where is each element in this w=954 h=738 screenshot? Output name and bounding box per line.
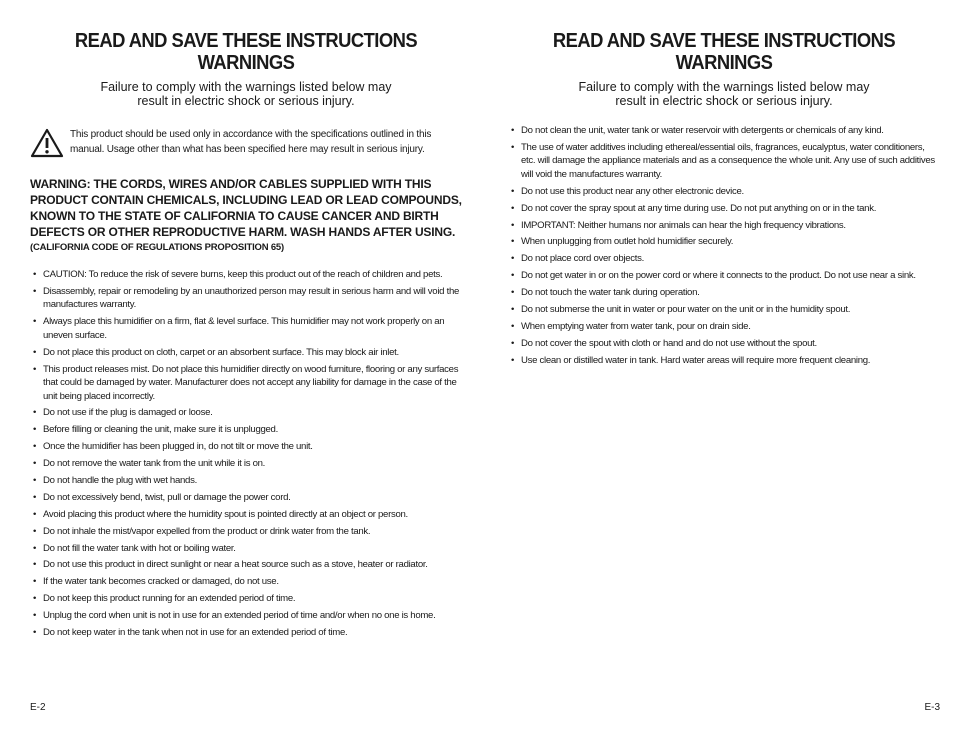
intro-line-2: result in electric shock or serious injury. bbox=[137, 94, 355, 108]
warning-triangle-icon bbox=[30, 128, 64, 158]
list-item: • Before filling or cleaning the unit, make sure it is unplugged. bbox=[30, 423, 462, 437]
list-item: • When emptying water from water tank, pour on drain side. bbox=[508, 320, 940, 334]
list-item: • Disassembly, repair or remodeling by an unauthorized person may result in serious harm and will void the manufactures warranty. bbox=[30, 285, 462, 312]
list-item: • If the water tank becomes cracked or damaged, do not use. bbox=[30, 575, 462, 589]
intro-line-2: result in electric shock or serious injury. bbox=[615, 94, 833, 108]
intro-line-1: Failure to comply with the warnings listed below may bbox=[100, 80, 392, 94]
page-subtitle: WARNINGS bbox=[197, 52, 295, 74]
page-title: READ AND SAVE THESE INSTRUCTIONS bbox=[552, 30, 896, 52]
list-item: • Always place this humidifier on a firm, flat & level surface. This humidifier may not work properly on an uneven surface. bbox=[30, 315, 462, 342]
list-item: • Do not submerse the unit in water or pour water on the unit or in the humidity spout. bbox=[508, 303, 940, 317]
list-item: • Do not fill the water tank with hot or boiling water. bbox=[30, 542, 462, 556]
page-right bbox=[508, 0, 940, 713]
list-item: • Do not keep water in the tank when not in use for an extended period of time. bbox=[30, 626, 462, 640]
list-item: • Do not inhale the mist/vapor expelled from the product or drink water from the tank. bbox=[30, 525, 462, 539]
page-number: E-2 bbox=[30, 702, 46, 713]
list-item: • Do not clean the unit, water tank or water reservoir with detergents or chemicals of any kind. bbox=[508, 124, 940, 138]
page-left bbox=[30, 0, 462, 713]
intro-line-1: Failure to comply with the warnings listed below may bbox=[578, 80, 870, 94]
list-item: • Do not handle the plug with wet hands. bbox=[30, 474, 462, 488]
list-item: • Do not excessively bend, twist, pull or damage the power cord. bbox=[30, 491, 462, 505]
page-subtitle: WARNINGS bbox=[675, 52, 773, 74]
page-heading bbox=[508, 30, 940, 108]
caution-notice bbox=[30, 128, 462, 158]
prop65-reference: (CALIFORNIA CODE OF REGULATIONS PROPOSITION 65) bbox=[30, 242, 284, 253]
list-item: • The use of water additives including ethereal/essential oils, fragrances, eucalyptus, water conditioners, etc. will damage the appliance materials and as a consequence the whole unit. Any use of such additives will void the manufactures warranty. bbox=[508, 141, 940, 182]
list-item: • Do not touch the water tank during operation. bbox=[508, 286, 940, 300]
list-item: • Do not keep this product running for an extended period of time. bbox=[30, 592, 462, 606]
list-item: • This product releases mist. Do not place this humidifier directly on wood furniture, flooring or any surfaces that could be damaged by water. Manufacturer does not accept any liability for damage in the case of the unit being placed incorrectly. bbox=[30, 363, 462, 404]
list-item: • Unplug the cord when unit is not in use for an extended period of time and/or when no one is home. bbox=[30, 609, 462, 623]
list-item: • Do not cover the spray spout at any time during use. Do not put anything on or in the tank. bbox=[508, 202, 940, 216]
list-item: • Do not cover the spout with cloth or hand and do not use without the spout. bbox=[508, 337, 940, 351]
page-title: READ AND SAVE THESE INSTRUCTIONS bbox=[74, 30, 418, 52]
list-item: • Do not use this product in direct sunlight or near a heat source such as a stove, heater or radiator. bbox=[30, 558, 462, 572]
warning-list-left bbox=[30, 268, 462, 640]
caution-text: This product should be used only in accordance with the specifications outlined in this manual. Usage other than what has been specified here may result in serious injury. bbox=[70, 129, 432, 155]
list-item: • Do not place this product on cloth, carpet or an absorbent surface. This may block air inlet. bbox=[30, 346, 462, 360]
list-item: • IMPORTANT: Neither humans nor animals can hear the high frequency vibrations. bbox=[508, 219, 940, 233]
list-item: • Do not use this product near any other electronic device. bbox=[508, 185, 940, 199]
intro-text bbox=[30, 80, 462, 108]
intro-text bbox=[508, 80, 940, 108]
list-item: • Do not use if the plug is damaged or loose. bbox=[30, 406, 462, 420]
list-item: • Use clean or distilled water in tank. Hard water areas will require more frequent cleaning. bbox=[508, 354, 940, 368]
prop65-warning: WARNING: THE CORDS, WIRES AND/OR CABLES SUPPLIED WITH THIS PRODUCT CONTAIN CHEMICALS, INCLUDING LEAD OR LEAD COMPOUNDS, KNOWN TO THE STATE OF CALIFORNIA TO CAUSE CANCER AND BIRTH DEFECTS OR OTHER REPRODUCTIVE HARM. WASH HANDS AFTER USING. bbox=[30, 177, 462, 239]
page-heading bbox=[30, 30, 462, 108]
list-item: • Once the humidifier has been plugged in, do not tilt or move the unit. bbox=[30, 440, 462, 454]
list-item: • CAUTION: To reduce the risk of severe burns, keep this product out of the reach of children and pets. bbox=[30, 268, 462, 282]
list-item: • Do not get water in or on the power cord or where it connects to the product. Do not use near a sink. bbox=[508, 269, 940, 283]
list-item: • When unplugging from outlet hold humidifier securely. bbox=[508, 235, 940, 249]
list-item: • Avoid placing this product where the humidity spout is pointed directly at an object or person. bbox=[30, 508, 462, 522]
warning-list-right bbox=[508, 124, 940, 367]
list-item: • Do not place cord over objects. bbox=[508, 252, 940, 266]
page-number: E-3 bbox=[924, 702, 940, 713]
list-item: • Do not remove the water tank from the unit while it is on. bbox=[30, 457, 462, 471]
